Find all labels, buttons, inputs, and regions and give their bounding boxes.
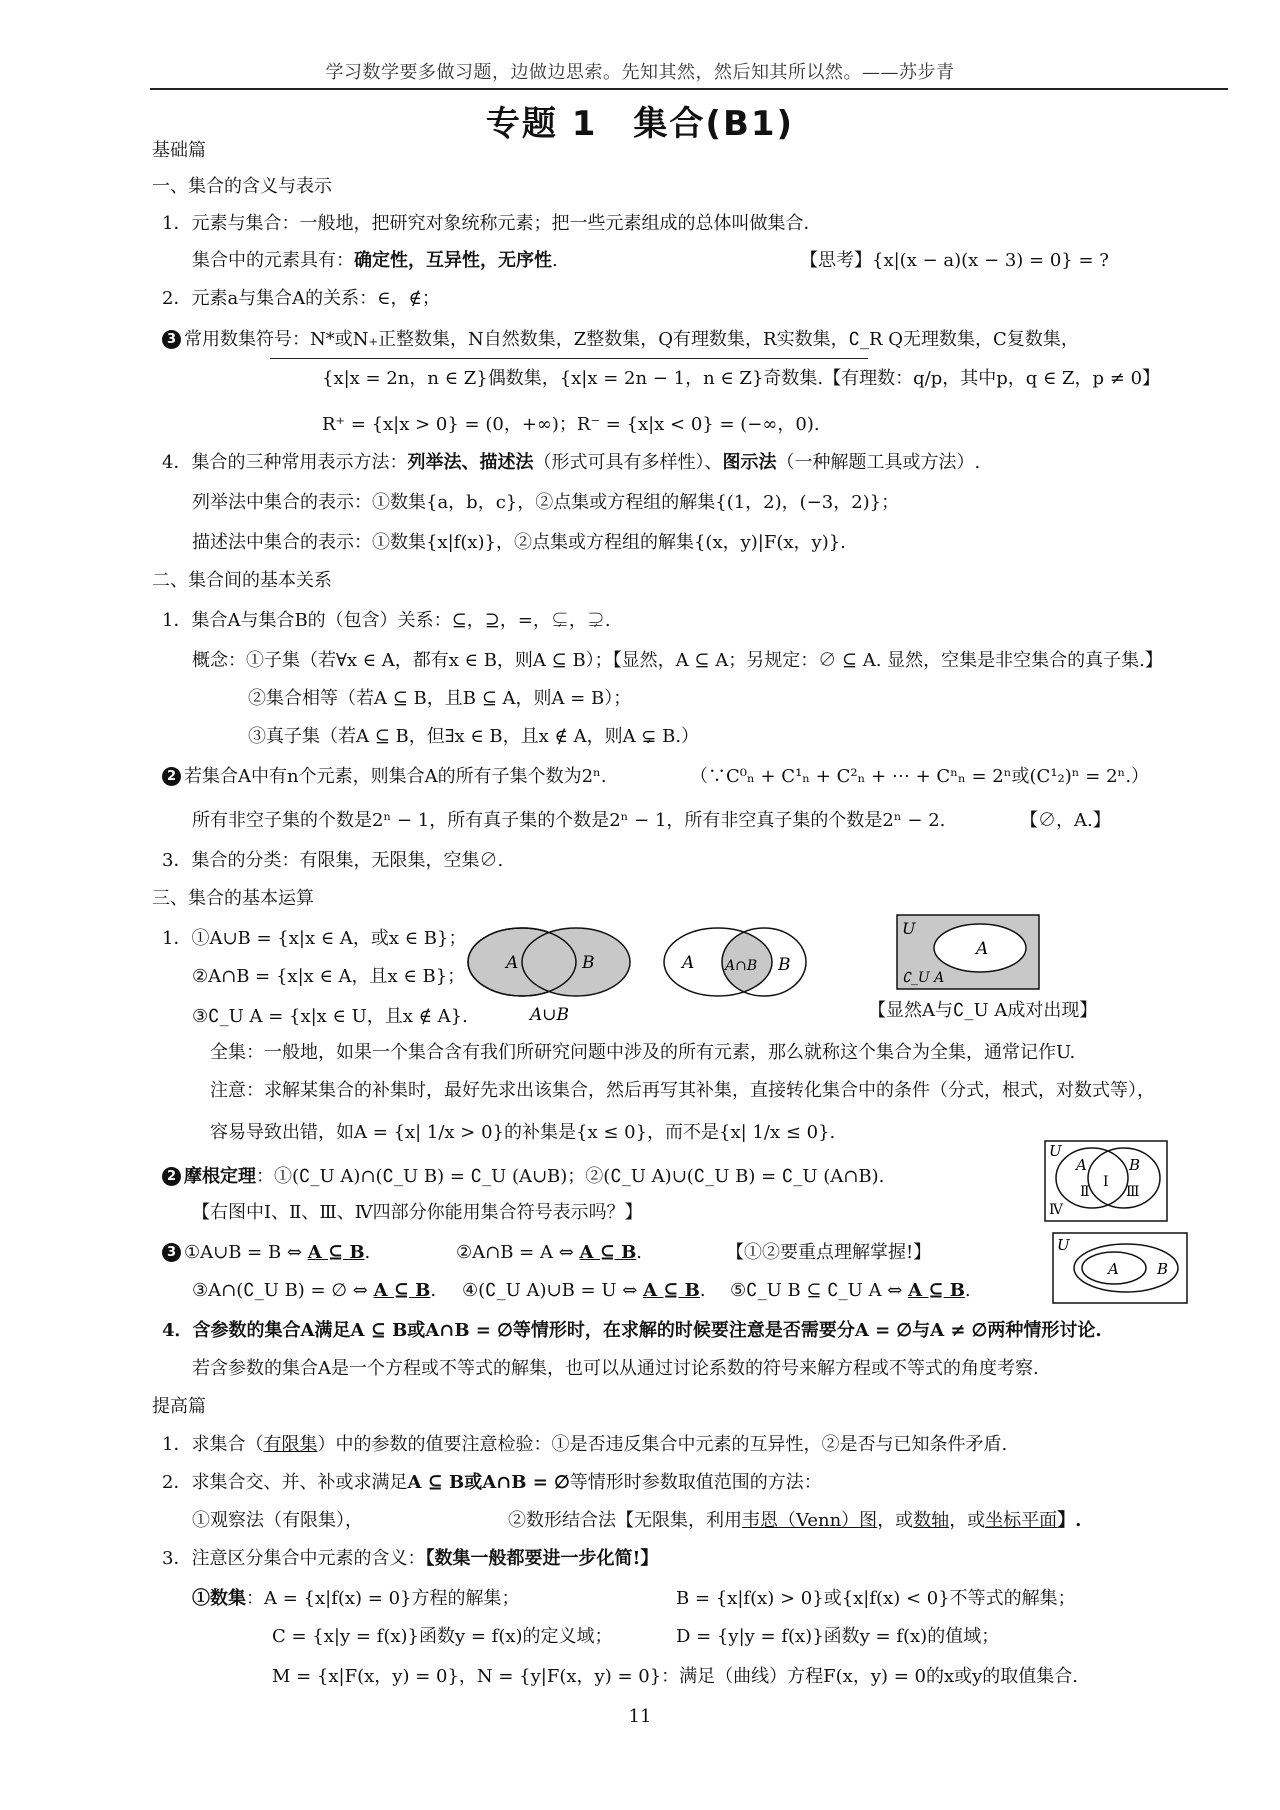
adv-item-2-graph (508, 1508, 1081, 1534)
item-1-1: 1．元素与集合：一般地，把研究对象统称元素；把一些元素组成的总体叫做集合． (162, 213, 822, 234)
section-basic: 基础篇 (152, 140, 206, 161)
think-note: 【思考】{x|(x − a)(x − 3) = 0} = ? (800, 250, 1109, 271)
venn-union-label-a: A (506, 953, 519, 973)
adv-2-post: 等情形时参数取值范围的方法： (569, 1472, 822, 1493)
adv-item-2 (162, 1470, 822, 1496)
four-regions-a (1056, 1148, 1128, 1208)
four-regions-label-a: A (1076, 1156, 1087, 1174)
note-line-1: 注意：求解某集合的补集时，最好先求出该集合，然后再写其补集，直接转化集合中的条件（分式，根式，对数式等）， (210, 1080, 1155, 1101)
item-2-2-text: 若集合A中有n个元素，则集合A的所有子集个数为2ⁿ. (184, 766, 607, 787)
item-1-3-parity: {x|x = 2n，n ∈ Z}偶数集，{x|x = 2n − 1，n ∈ Z}奇数集.【有理数：q/p，其中p，q ∈ Z，p ≠ 0】 (322, 368, 1161, 389)
item-1-4-bold1: 列举法、描述法 (407, 452, 534, 473)
venn-union-caption: A∪B (530, 1005, 570, 1024)
morgan-theorem (162, 1164, 884, 1190)
morgan-text: ：①(∁_U A)∩(∁_U B) = ∁_U (A∪B)；②(∁_U A)∪(∁_U B) = ∁_U (A∩B). (256, 1166, 885, 1187)
item-1-4 (162, 450, 980, 476)
item-1-4-desc: 描述法中集合的表示：①数集{x|f(x)}，②点集或方程组的解集{(x，y)|F(x，y)}. (192, 532, 846, 553)
properties-prefix: 集合中的元素具有： (192, 250, 354, 271)
equivalence-row-1b: ②A∩B = A ⇔ A ⊆ B. (456, 1242, 643, 1263)
subset-label-a: A (1108, 1260, 1119, 1278)
venn-four-regions-figure (1044, 1140, 1168, 1222)
header-motto: 学习数学要多做习题，边做边思索。先知其然，然后知其所以然。——苏步青 (325, 62, 955, 83)
venn-union-figure (464, 920, 640, 1024)
item-2-2-counts-note: 【∅，A.】 (1020, 810, 1111, 831)
subset-label-u: U (1057, 1236, 1070, 1254)
item-1-4-pre: 4．集合的三种常用表示方法： (162, 452, 408, 473)
header-rule (150, 88, 1228, 90)
equivalence-row-1a: 3 ①A∪B = B ⇔ A ⊆ B. (162, 1240, 370, 1266)
item-1-2: 2．元素a与集合A的关系：∈，∉； (162, 288, 440, 309)
venn-complement-figure (896, 914, 1040, 990)
properties-bold: 确定性，互异性，无序性 (354, 250, 552, 271)
four-regions-label-iv: Ⅳ (1049, 1202, 1063, 1218)
item-2-1-equal: ②集合相等（若A ⊆ B，且B ⊆ A，则A = B）； (248, 688, 632, 709)
adv-2b-plane: 坐标平面 (985, 1510, 1058, 1531)
adv-item-1 (162, 1432, 1007, 1458)
page-number: 11 (628, 1706, 652, 1727)
adv-1-pre: 1．求集合（ (162, 1434, 264, 1455)
eq-1b-text: ②A∩B = A ⇔ (456, 1242, 580, 1263)
item-1-4-mid: （形式可具有多样性）、 (533, 452, 723, 473)
eq-1a-bold: A ⊆ B (307, 1242, 365, 1263)
equivalence-row-2b: ④(∁_U A)∪B = U ⇔ A ⊆ B. (462, 1280, 706, 1301)
note-line-2: 容易导致出错，如A = {x| 1/x > 0}的补集是{x ≤ 0}，而不是{x| 1/x ≤ 0}. (210, 1122, 836, 1143)
adv-3a-text: ：A = {x|f(x) = 0}方程的解集； (246, 1588, 520, 1609)
section-1-title: 一、集合的含义与表示 (152, 176, 332, 197)
adv-item-3-ineq-set: B = {x|f(x) > 0}或{x|f(x) < 0}不等式的解集； (676, 1588, 1076, 1609)
eq-1a-text: ①A∪B = B ⇔ (184, 1242, 308, 1263)
item-2-1-concept: 概念：①子集（若∀x ∈ A，都有x ∈ B，则A ⊆ B）；【显然，A ⊆ A；另规定：∅ ⊆ A. 显然，空集是非空集合的真子集.】 (192, 650, 1163, 671)
eq-2c-bold: A ⊆ B (908, 1280, 965, 1301)
adv-item-3-curve: M = {x|F(x，y) = 0}，N = {y|F(x，y) = 0}：满足（曲线）方程F(x，y) = 0的x或y的取值集合. (272, 1666, 1079, 1687)
adv-3-bold: 【数集一般都要进一步化简!】 (425, 1548, 659, 1569)
eq-2a-text: ③A∩(∁_U B) = ∅ ⇔ (192, 1280, 374, 1301)
adv-2b-axis: 数轴 (913, 1510, 950, 1531)
morgan-question: 【右图中Ⅰ、Ⅱ、Ⅲ、Ⅳ四部分你能用集合符号表示吗？】 (192, 1202, 643, 1223)
venn-subset-figure (1052, 1232, 1188, 1304)
venn-complement-caption: 【显然A与∁_U A成对出现】 (868, 1000, 1098, 1021)
equivalence-note: 【①②要重点理解掌握!】 (726, 1242, 932, 1263)
section-2-title: 二、集合间的基本关系 (152, 570, 332, 591)
universal-set-text: 全集：一般地，如果一个集合含有我们所研究问题中涉及的所有元素，那么就称这个集合为全集，通常记作U. (210, 1042, 1076, 1063)
venn-union-label-b: B (582, 953, 595, 973)
morgan-label: 摩根定理 (184, 1166, 256, 1187)
adv-item-3-range: D = {y|y = f(x)}函数y = f(x)的值域； (676, 1626, 1000, 1647)
venn-complement-label-ca: ∁_U A (902, 970, 945, 986)
adv-2b-venn: 韦恩（Venn）图 (742, 1510, 878, 1531)
adv-item-2-observe: ①观察法（有限集）， (192, 1510, 363, 1531)
item-1-1-properties (192, 248, 558, 274)
adv-3-pre: 3．注意区分集合中元素的含义： (162, 1548, 426, 1569)
four-regions-b (1088, 1148, 1160, 1208)
venn-complement-label-a: A (976, 939, 989, 959)
item-1-4-bold2: 图示法 (722, 452, 777, 473)
item-2-2 (162, 764, 607, 790)
section-3-title: 三、集合的基本运算 (152, 888, 314, 909)
adv-3a-bold: ①数集 (192, 1588, 246, 1609)
item-1-3-underline (270, 358, 868, 359)
item-1-3-text: 常用数集符号：N*或N₊正整数集，N自然数集，Z整数集，Q有理数集，R实数集，∁_R Q无理数集，C复数集， (184, 329, 1079, 350)
item-2-3: 3．集合的分类：有限集，无限集，空集∅. (162, 850, 504, 871)
adv-2b-m2: ，或 (949, 1510, 986, 1531)
adv-1-post: ）中的参数的值要注意检验：①是否违反集合中元素的互异性，②是否与已知条件矛盾. (317, 1434, 1008, 1455)
venn-intersection-figure (660, 920, 820, 1006)
item-2-1: 1．集合A与集合B的（包含）关系：⊆，⊇，=，⊊，⊋. (162, 610, 611, 631)
four-regions-label-i: Ⅰ (1103, 1174, 1109, 1190)
venn-intersection-label-a: A (682, 953, 695, 973)
adv-2-bold: A ⊆ B或A∩B = ∅ (407, 1472, 570, 1493)
adv-item-3-eq-set (192, 1586, 519, 1612)
adv-2b-pre: ②数形结合法【无限集，利用 (508, 1510, 742, 1531)
badge-2-icon: 2 (162, 767, 181, 786)
venn-intersection-label-b: B (778, 955, 791, 975)
adv-2b-post: 】. (1057, 1510, 1082, 1531)
item-3-4-note: 若含参数的集合A是一个方程或不等式的解集，也可以从通过讨论系数的符号来解方程或不等式的角度考察. (192, 1358, 1039, 1379)
item-3-1-complement: ③∁_U A = {x|x ∈ U，且x ∉ A}. (192, 1006, 468, 1027)
item-3-1-union: 1．①A∪B = {x|x ∈ A，或x ∈ B}； (162, 928, 467, 949)
four-regions-label-ii: Ⅱ (1080, 1184, 1090, 1200)
eq-1b-bold: A ⊆ B (579, 1242, 637, 1263)
item-1-3 (162, 327, 1079, 353)
eq-2a-bold: A ⊆ B (373, 1280, 431, 1301)
badge-3b-icon: 3 (162, 1243, 181, 1262)
adv-item-3-domain: C = {x|y = f(x)}函数y = f(x)的定义域； (272, 1626, 613, 1647)
equivalence-row-2a: ③A∩(∁_U B) = ∅ ⇔ A ⊆ B. (192, 1280, 437, 1301)
item-2-1-proper: ③真子集（若A ⊆ B，但∃x ∈ B，且x ∉ A，则A ⊊ B.） (248, 726, 700, 747)
badge-2b-icon: 2 (162, 1167, 181, 1186)
four-regions-label-b: B (1129, 1156, 1141, 1174)
venn-complement-label-u: U (902, 919, 916, 938)
item-3-1-intersection: ②A∩B = {x|x ∈ A，且x ∈ B}； (192, 966, 466, 987)
adv-2b-m1: ，或 (877, 1510, 914, 1531)
item-1-4-post: （一种解题工具或方法）. (776, 452, 981, 473)
properties-suffix: . (552, 250, 558, 271)
item-3-4: 4．含参数的集合A满足A ⊆ B或A∩B = ∅等情形时，在求解的时候要注意是否需要分A = ∅与A ≠ ∅两种情形讨论. (162, 1320, 1102, 1341)
adv-1-underlined: 有限集 (263, 1434, 318, 1455)
equivalence-row-2c: ⑤∁_U B ⊆ ∁_U A ⇔ A ⊆ B. (730, 1280, 971, 1301)
item-1-3-reals: R⁺ = {x|x > 0} = (0，+∞)；R⁻ = {x|x < 0} = (−∞，0). (322, 414, 820, 435)
page-title: 专题 1 集合(B1) (485, 104, 795, 144)
eq-2c-text: ⑤∁_U B ⊆ ∁_U A ⇔ (730, 1280, 909, 1301)
badge-3-icon: 3 (162, 330, 181, 349)
eq-2b-text: ④(∁_U A)∪B = U ⇔ (462, 1280, 644, 1301)
item-1-4-list: 列举法中集合的表示：①数集{a，b，c}，②点集或方程组的解集{(1，2)，(−3，2)}； (192, 492, 900, 513)
four-regions-label-u: U (1049, 1142, 1062, 1160)
item-2-2-counts: 所有非空子集的个数是2ⁿ − 1，所有真子集的个数是2ⁿ − 1，所有非空真子集的个数是2ⁿ − 2. (192, 810, 946, 831)
subset-label-b: B (1157, 1260, 1169, 1278)
item-2-2-note: （∵C⁰ₙ + C¹ₙ + C²ₙ + ⋯ + Cⁿₙ = 2ⁿ或(C¹₂)ⁿ = 2ⁿ.） (690, 766, 1150, 787)
adv-item-3 (162, 1546, 658, 1572)
eq-2b-bold: A ⊆ B (643, 1280, 700, 1301)
adv-2-pre: 2．求集合交、并、补或求满足 (162, 1472, 408, 1493)
section-advanced: 提高篇 (152, 1396, 206, 1417)
four-regions-label-iii: Ⅲ (1126, 1184, 1140, 1200)
venn-intersection-label-ab: A∩B (725, 958, 758, 974)
